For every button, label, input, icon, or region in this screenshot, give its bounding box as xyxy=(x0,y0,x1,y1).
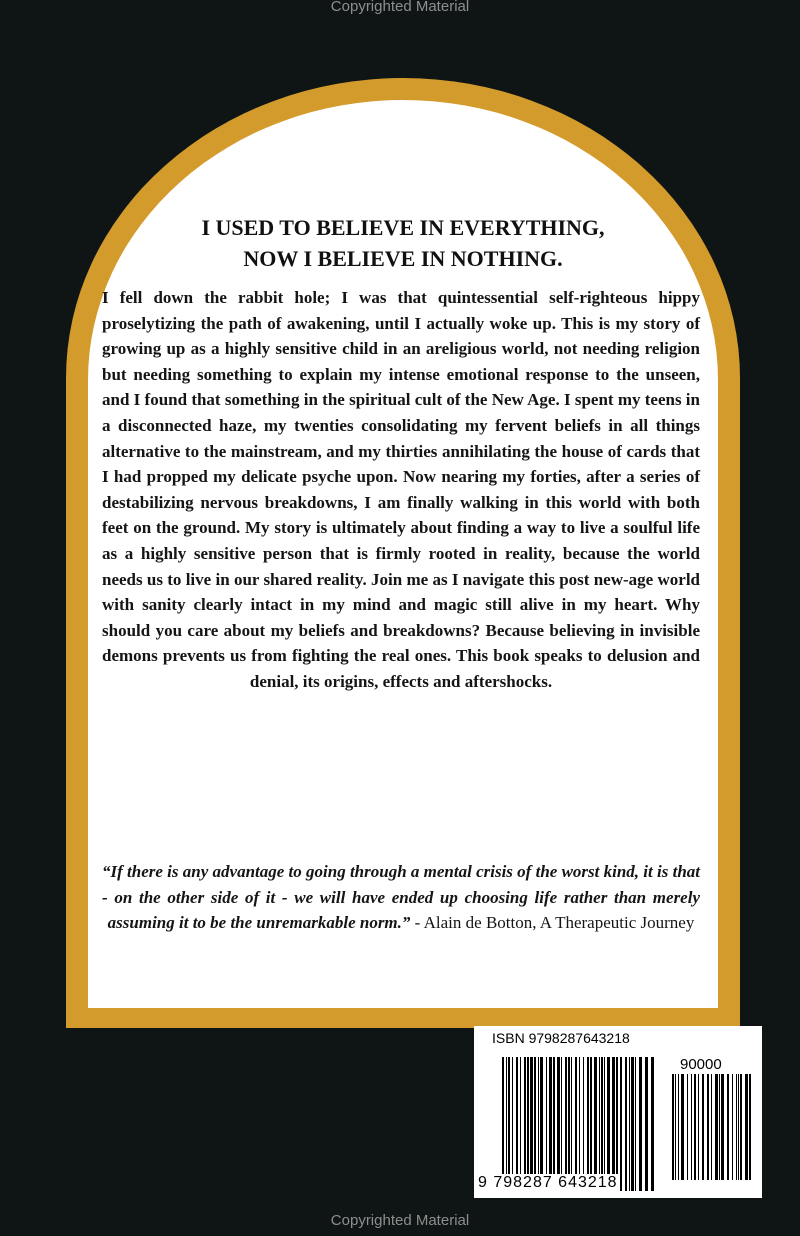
barcode-bar xyxy=(616,1057,618,1191)
barcode-bar xyxy=(557,1057,560,1191)
barcode-bar xyxy=(549,1057,552,1191)
quote-attribution: - Alain de Botton, A Therapeutic Journey xyxy=(410,913,695,933)
barcode-bar xyxy=(534,1057,536,1191)
barcode-bar xyxy=(702,1074,704,1180)
barcode-bar xyxy=(612,1057,615,1191)
barcode-bar xyxy=(715,1074,718,1180)
barcode-bar xyxy=(575,1057,577,1191)
barcode-digits: 9 798287 643218 xyxy=(478,1174,618,1191)
barcode-bar xyxy=(740,1074,742,1180)
barcode-bar xyxy=(620,1057,622,1191)
barcode-bar xyxy=(568,1057,570,1191)
barcode-bar xyxy=(738,1074,739,1180)
barcode-bar xyxy=(691,1074,692,1180)
barcode-bar xyxy=(540,1057,543,1191)
barcode-bar xyxy=(579,1057,580,1191)
barcode-bar xyxy=(732,1074,733,1180)
barcode-bar xyxy=(520,1057,521,1191)
price-code: 90000 xyxy=(680,1056,722,1073)
barcode-bar xyxy=(516,1057,518,1191)
barcode-bar xyxy=(707,1074,709,1180)
barcode-bar xyxy=(629,1057,630,1191)
barcode-bar xyxy=(675,1074,676,1180)
barcode-bar xyxy=(678,1074,679,1180)
barcode-bar xyxy=(590,1057,592,1191)
barcode-bar xyxy=(625,1057,627,1191)
barcode-bar xyxy=(524,1057,526,1191)
barcode-bar xyxy=(587,1057,589,1191)
barcode-bar xyxy=(604,1057,605,1191)
watermark-bottom: Copyrighted Material xyxy=(330,1212,470,1229)
barcode-bar xyxy=(527,1057,529,1191)
barcode-bar xyxy=(594,1057,597,1191)
barcode-bar xyxy=(698,1074,699,1180)
barcode-bar xyxy=(711,1074,712,1180)
barcode-bar xyxy=(553,1057,555,1191)
barcode-bar xyxy=(719,1074,720,1180)
barcode-bar xyxy=(745,1074,748,1180)
barcode-bar xyxy=(721,1074,724,1180)
blurb-text: I fell down the rabbit hole; I was that quintessential self-righteous hippy proselytizing the path of awakening, until I actually woke up. This is my story of growing up as a highly sensitive child in an areligious world, not needing religion but needing something to explain my intense emotional response to the unseen, and I found that something in the spiritual cult of the New Age. I spent my teens in a disconnected haze, my twenties consolidating my fervent beliefs in all things alternative to the mainstream, and my thirties annihilating the house of cards that I had propped my delicate psyche upon. Now nearing my forties, after a series of destabilizing nervous breakdowns, I am finally walking in this world with both feet on the ground. My story is ultimately about finding a way to live a soulful life as a highly sensitive person that is firmly rooted in reality, because the world needs us to live in our shared reality. Join me as I navigate this post new-age world with sanity clearly intact in my mind and magic still alive in my heart. Why should you care about my beliefs and breakdowns? Because believing in invisible demons prevents us from fighting the real ones. This book speaks to delusion and denial, its origins, effects and aftershocks. xyxy=(102,288,700,691)
barcode-bar xyxy=(749,1074,751,1180)
barcode-bar xyxy=(571,1057,572,1191)
barcode-bar xyxy=(502,1057,504,1191)
headline-line-1: I USED TO BELIEVE IN EVERYTHING, xyxy=(201,215,605,240)
barcode-bar xyxy=(639,1057,642,1191)
epigraph-quote xyxy=(102,859,700,936)
barcode-bar xyxy=(687,1074,688,1180)
barcode-bar xyxy=(651,1057,654,1191)
barcode-bar xyxy=(694,1074,696,1180)
barcode-icon xyxy=(474,1026,762,1198)
barcode-bar xyxy=(565,1057,567,1191)
barcode-bar xyxy=(506,1057,507,1191)
barcode-bar xyxy=(672,1074,674,1180)
barcode-bar xyxy=(727,1074,729,1180)
barcode-bar xyxy=(736,1074,737,1180)
barcode-bar xyxy=(635,1057,636,1191)
barcode-bar xyxy=(538,1057,539,1191)
barcode-bar xyxy=(601,1057,603,1191)
barcode-bar xyxy=(530,1057,533,1191)
barcode-bar xyxy=(512,1057,513,1191)
quote-text: “If there is any advantage to going through a mental crisis of the worst kind, it is that - on the other side of it - we will have ended up choosing life rather than merely assuming it to be the unremarkable norm.” xyxy=(102,862,700,933)
barcode-bar xyxy=(645,1057,648,1191)
barcode-bar xyxy=(607,1057,610,1191)
headline-line-2: NOW I BELIEVE IN NOTHING. xyxy=(243,246,563,271)
barcode-bar xyxy=(599,1057,600,1191)
isbn-barcode xyxy=(474,1026,762,1198)
barcode-bar xyxy=(561,1057,562,1191)
barcode-bar xyxy=(681,1074,684,1180)
barcode-bar xyxy=(508,1057,510,1191)
barcode-bar xyxy=(631,1057,634,1191)
isbn-label: ISBN 9798287643218 xyxy=(492,1030,630,1046)
barcode-bar xyxy=(583,1057,584,1191)
watermark-top: Copyrighted Material xyxy=(330,0,470,15)
barcode-bar xyxy=(546,1057,547,1191)
headline xyxy=(88,212,718,274)
